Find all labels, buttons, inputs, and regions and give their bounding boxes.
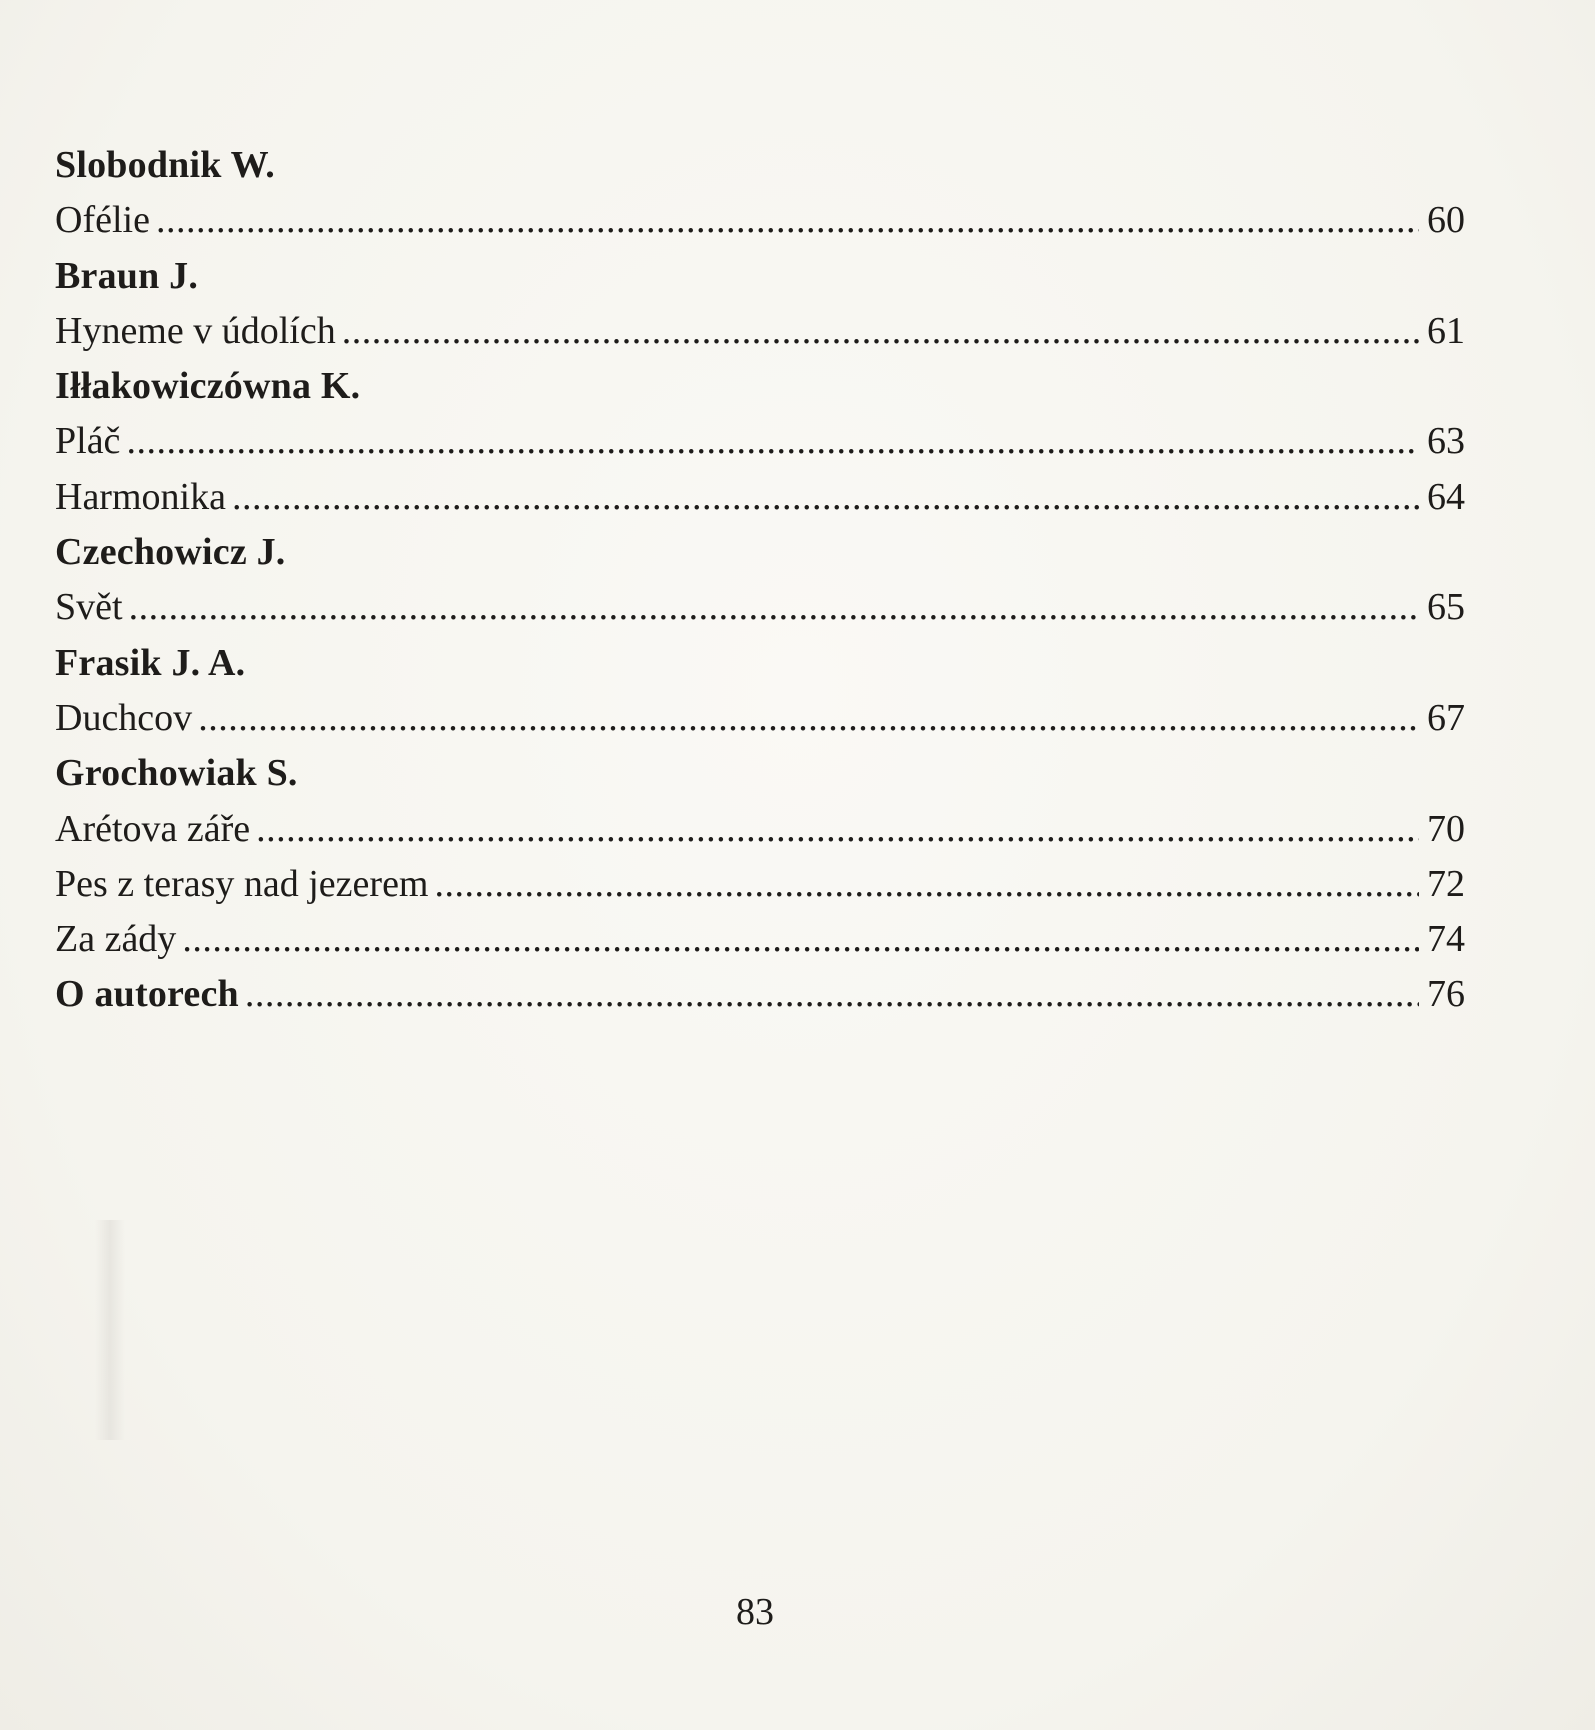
toc-entry-page: 74 [1427, 918, 1465, 961]
toc-entry [55, 691, 1465, 746]
toc-entry-page: 60 [1427, 199, 1465, 242]
toc-entry-title: Ofélie [55, 199, 150, 242]
toc-entry [55, 470, 1465, 525]
toc-author: Czechowicz J. [55, 531, 286, 574]
toc-entry-title: Pes z terasy nad jezerem [55, 862, 429, 905]
toc-entry-title: Harmonika [55, 475, 226, 518]
dot-leader [198, 691, 1419, 746]
toc-author-row [55, 746, 1465, 801]
toc-entry-page: 64 [1427, 475, 1465, 518]
paper-shadow [95, 1220, 125, 1440]
dot-leader [126, 414, 1419, 469]
toc-entry [55, 193, 1465, 248]
toc-entry [55, 304, 1465, 359]
toc-entry-page: 72 [1427, 862, 1465, 905]
table-of-contents [55, 138, 1465, 1023]
toc-author: Slobodnik W. [55, 144, 276, 186]
dot-leader [256, 802, 1419, 857]
toc-entry-title: Pláč [55, 420, 121, 463]
toc-entry-title: Za zády [55, 918, 177, 961]
toc-author-row [55, 249, 1465, 304]
dot-leader [245, 967, 1419, 1022]
toc-section-row [55, 967, 1465, 1022]
toc-section-title: O autorech [55, 973, 239, 1016]
toc-entry-title: Svět [55, 586, 123, 629]
toc-entry-title: Arétova záře [55, 807, 251, 850]
toc-entry-page: 61 [1427, 309, 1465, 352]
toc-section-page: 76 [1427, 973, 1465, 1016]
dot-leader [129, 580, 1419, 635]
toc-entry [55, 802, 1465, 857]
toc-entry [55, 414, 1465, 469]
dot-leader [182, 912, 1419, 967]
toc-author-row [55, 138, 1465, 193]
toc-author: Braun J. [55, 254, 199, 297]
toc-author-row [55, 359, 1465, 414]
toc-author: Grochowiak S. [55, 752, 298, 795]
toc-entry-page: 67 [1427, 696, 1465, 739]
toc-entry-page: 70 [1427, 807, 1465, 850]
toc-author: Frasik J. A. [55, 641, 246, 684]
toc-entry-title: Hyneme v údolích [55, 309, 336, 352]
dot-leader [342, 304, 1419, 359]
toc-entry-page: 65 [1427, 586, 1465, 629]
page-number: 83 [736, 1591, 774, 1633]
dot-leader [156, 193, 1419, 248]
toc-author-row [55, 636, 1465, 691]
toc-entry-page: 63 [1427, 420, 1465, 463]
dot-leader [232, 470, 1419, 525]
toc-entry [55, 912, 1465, 967]
toc-author-row [55, 525, 1465, 580]
dot-leader [435, 857, 1420, 912]
toc-entry [55, 857, 1465, 912]
toc-author: Iłłakowiczówna K. [55, 365, 361, 408]
toc-entry-title: Duchcov [55, 696, 193, 739]
toc-entry [55, 580, 1465, 635]
